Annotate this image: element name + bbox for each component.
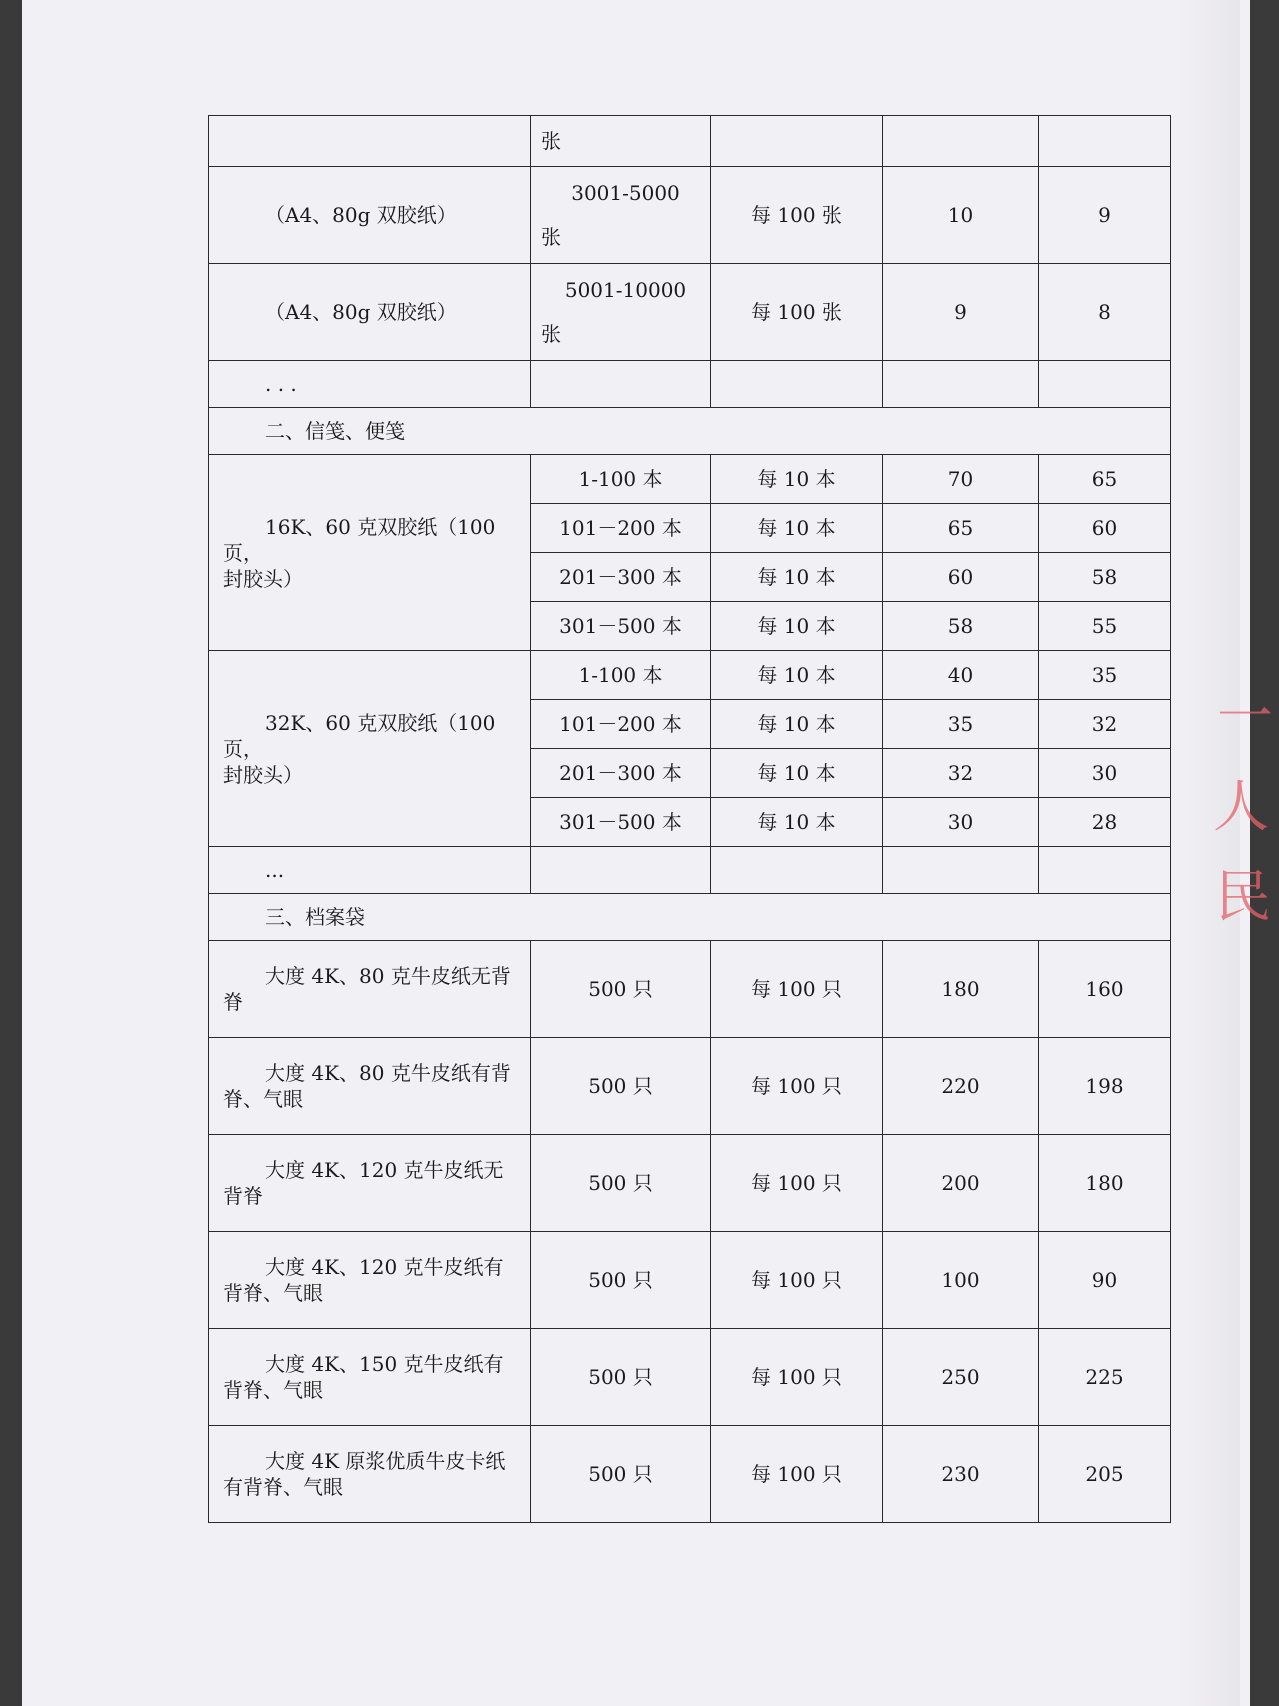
item-name-line: 背脊、气眼 [223, 1378, 323, 1402]
quantity-cell: 201－300 本 [531, 749, 711, 798]
quantity-unit: 张 [541, 322, 561, 346]
unit-cell: 每 100 只 [711, 1329, 883, 1426]
item-name-line: 大度 4K 原浆优质牛皮卡纸 [265, 1449, 506, 1473]
quantity-cell: 500 只 [531, 1135, 711, 1232]
item-name-line: 封胶头） [223, 566, 303, 591]
item-name-line: 大度 4K、120 克牛皮纸无 [265, 1158, 504, 1182]
quantity-cell [531, 116, 711, 167]
item-name-cell [209, 116, 531, 167]
stamp-char: 人 [1213, 775, 1269, 840]
price-table [208, 115, 1171, 1523]
empty-cell [883, 361, 1039, 408]
price-cell: 230 [883, 1426, 1039, 1523]
price-cell: 198 [1039, 1038, 1171, 1135]
empty-cell [1039, 361, 1171, 408]
price-cell: 90 [1039, 1232, 1171, 1329]
item-name-cell [209, 941, 531, 1038]
unit-cell: 每 10 本 [711, 651, 883, 700]
price-cell: 180 [883, 941, 1039, 1038]
table-row [209, 1329, 1171, 1426]
item-name-text: （A4、80g 双胶纸） [265, 300, 457, 324]
item-name-line: 16K、60 克双胶纸（100 页， [223, 514, 496, 565]
empty-cell [531, 847, 711, 894]
price-cell: 65 [883, 504, 1039, 553]
unit-cell: 每 100 张 [711, 264, 883, 361]
item-name-text: （A4、80g 双胶纸） [265, 203, 457, 227]
unit-cell: 每 10 本 [711, 798, 883, 847]
table-row [209, 847, 1171, 894]
price-cell: 250 [883, 1329, 1039, 1426]
table-row [209, 651, 1171, 700]
price-cell: 9 [883, 264, 1039, 361]
section-row [209, 894, 1171, 941]
price-cell: 160 [1039, 941, 1171, 1038]
item-name-line: 封胶头） [223, 762, 303, 787]
unit-cell: 每 10 本 [711, 455, 883, 504]
unit-cell: 每 100 只 [711, 1038, 883, 1135]
section-row [209, 408, 1171, 455]
price-cell [1039, 116, 1171, 167]
table-row [209, 941, 1171, 1038]
unit-cell: 每 100 张 [711, 167, 883, 264]
quantity-cell: 101－200 本 [531, 504, 711, 553]
price-cell: 200 [883, 1135, 1039, 1232]
quantity-cell [531, 264, 711, 361]
table-row [209, 264, 1171, 361]
unit-cell: 每 10 本 [711, 553, 883, 602]
price-cell: 205 [1039, 1426, 1171, 1523]
price-cell: 225 [1039, 1329, 1171, 1426]
item-name-line: 有背脊、气眼 [223, 1475, 343, 1499]
quantity-range: 5001-10000 [564, 278, 687, 302]
unit-cell [711, 116, 883, 167]
item-name-cell [209, 264, 531, 361]
table-row [209, 455, 1171, 504]
quantity-cell: 500 只 [531, 1038, 711, 1135]
table-row [209, 1135, 1171, 1232]
quantity-cell: 201－300 本 [531, 553, 711, 602]
item-name-cell [209, 1232, 531, 1329]
item-name-line: 大度 4K、150 克牛皮纸有 [265, 1352, 504, 1376]
unit-cell: 每 100 只 [711, 1232, 883, 1329]
price-cell: 70 [883, 455, 1039, 504]
item-name-line: 脊、气眼 [223, 1087, 303, 1111]
price-cell: 60 [883, 553, 1039, 602]
unit-cell: 每 100 只 [711, 1135, 883, 1232]
section-heading: 二、信笺、便笺 [209, 408, 1171, 455]
price-cell: 60 [1039, 504, 1171, 553]
item-name-line: 大度 4K、120 克牛皮纸有 [265, 1255, 504, 1279]
price-cell: 35 [883, 700, 1039, 749]
item-name-cell [209, 651, 531, 847]
quantity-range: 3001-5000 [571, 181, 680, 205]
table-row [209, 1038, 1171, 1135]
quantity-text: 张 [541, 129, 561, 153]
table-row [209, 1232, 1171, 1329]
empty-cell [883, 847, 1039, 894]
red-seal-stamp [1213, 685, 1273, 950]
table-row [209, 116, 1171, 167]
item-name-cell [209, 1135, 531, 1232]
price-cell: 100 [883, 1232, 1039, 1329]
ellipsis-cell: ... [209, 847, 531, 894]
quantity-cell: 301－500 本 [531, 602, 711, 651]
table-row [209, 1426, 1171, 1523]
quantity-cell: 1-100 本 [531, 651, 711, 700]
item-name-line: 背脊 [223, 1184, 263, 1208]
price-cell: 180 [1039, 1135, 1171, 1232]
item-name-line: 大度 4K、80 克牛皮纸无背 [265, 964, 511, 988]
stamp-char: 一 [1217, 685, 1273, 750]
price-cell: 32 [883, 749, 1039, 798]
price-cell: 55 [1039, 602, 1171, 651]
price-cell: 10 [883, 167, 1039, 264]
quantity-cell: 500 只 [531, 1232, 711, 1329]
ellipsis-cell: . . . [209, 361, 531, 408]
price-cell: 58 [1039, 553, 1171, 602]
quantity-cell: 301－500 本 [531, 798, 711, 847]
quantity-cell: 500 只 [531, 1329, 711, 1426]
item-name-line: 背脊、气眼 [223, 1281, 323, 1305]
price-cell: 65 [1039, 455, 1171, 504]
empty-cell [531, 361, 711, 408]
quantity-cell: 500 只 [531, 1426, 711, 1523]
item-name-line: 大度 4K、80 克牛皮纸有背 [265, 1061, 511, 1085]
price-cell: 30 [883, 798, 1039, 847]
item-name-cell [209, 167, 531, 264]
unit-cell: 每 10 本 [711, 602, 883, 651]
price-cell: 28 [1039, 798, 1171, 847]
item-name-cell [209, 455, 531, 651]
price-cell: 32 [1039, 700, 1171, 749]
price-cell: 220 [883, 1038, 1039, 1135]
quantity-cell: 1-100 本 [531, 455, 711, 504]
price-cell: 9 [1039, 167, 1171, 264]
quantity-cell: 101－200 本 [531, 700, 711, 749]
quantity-cell: 500 只 [531, 941, 711, 1038]
item-name-cell [209, 1038, 531, 1135]
unit-cell: 每 10 本 [711, 749, 883, 798]
section-heading: 三、档案袋 [209, 894, 1171, 941]
table-row [209, 361, 1171, 408]
unit-cell: 每 10 本 [711, 700, 883, 749]
item-name-cell [209, 1426, 531, 1523]
item-name-line: 32K、60 克双胶纸（100 页， [223, 710, 496, 761]
empty-cell [1039, 847, 1171, 894]
price-cell: 58 [883, 602, 1039, 651]
empty-cell [711, 361, 883, 408]
quantity-unit: 张 [541, 225, 561, 249]
quantity-cell [531, 167, 711, 264]
item-name-line: 脊 [223, 990, 243, 1014]
price-cell: 40 [883, 651, 1039, 700]
item-name-cell [209, 1329, 531, 1426]
price-cell [883, 116, 1039, 167]
price-cell: 8 [1039, 264, 1171, 361]
empty-cell [711, 847, 883, 894]
price-cell: 35 [1039, 651, 1171, 700]
price-cell: 30 [1039, 749, 1171, 798]
unit-cell: 每 100 只 [711, 941, 883, 1038]
unit-cell: 每 100 只 [711, 1426, 883, 1523]
table-row [209, 167, 1171, 264]
unit-cell: 每 10 本 [711, 504, 883, 553]
stamp-char: 民 [1215, 865, 1271, 930]
